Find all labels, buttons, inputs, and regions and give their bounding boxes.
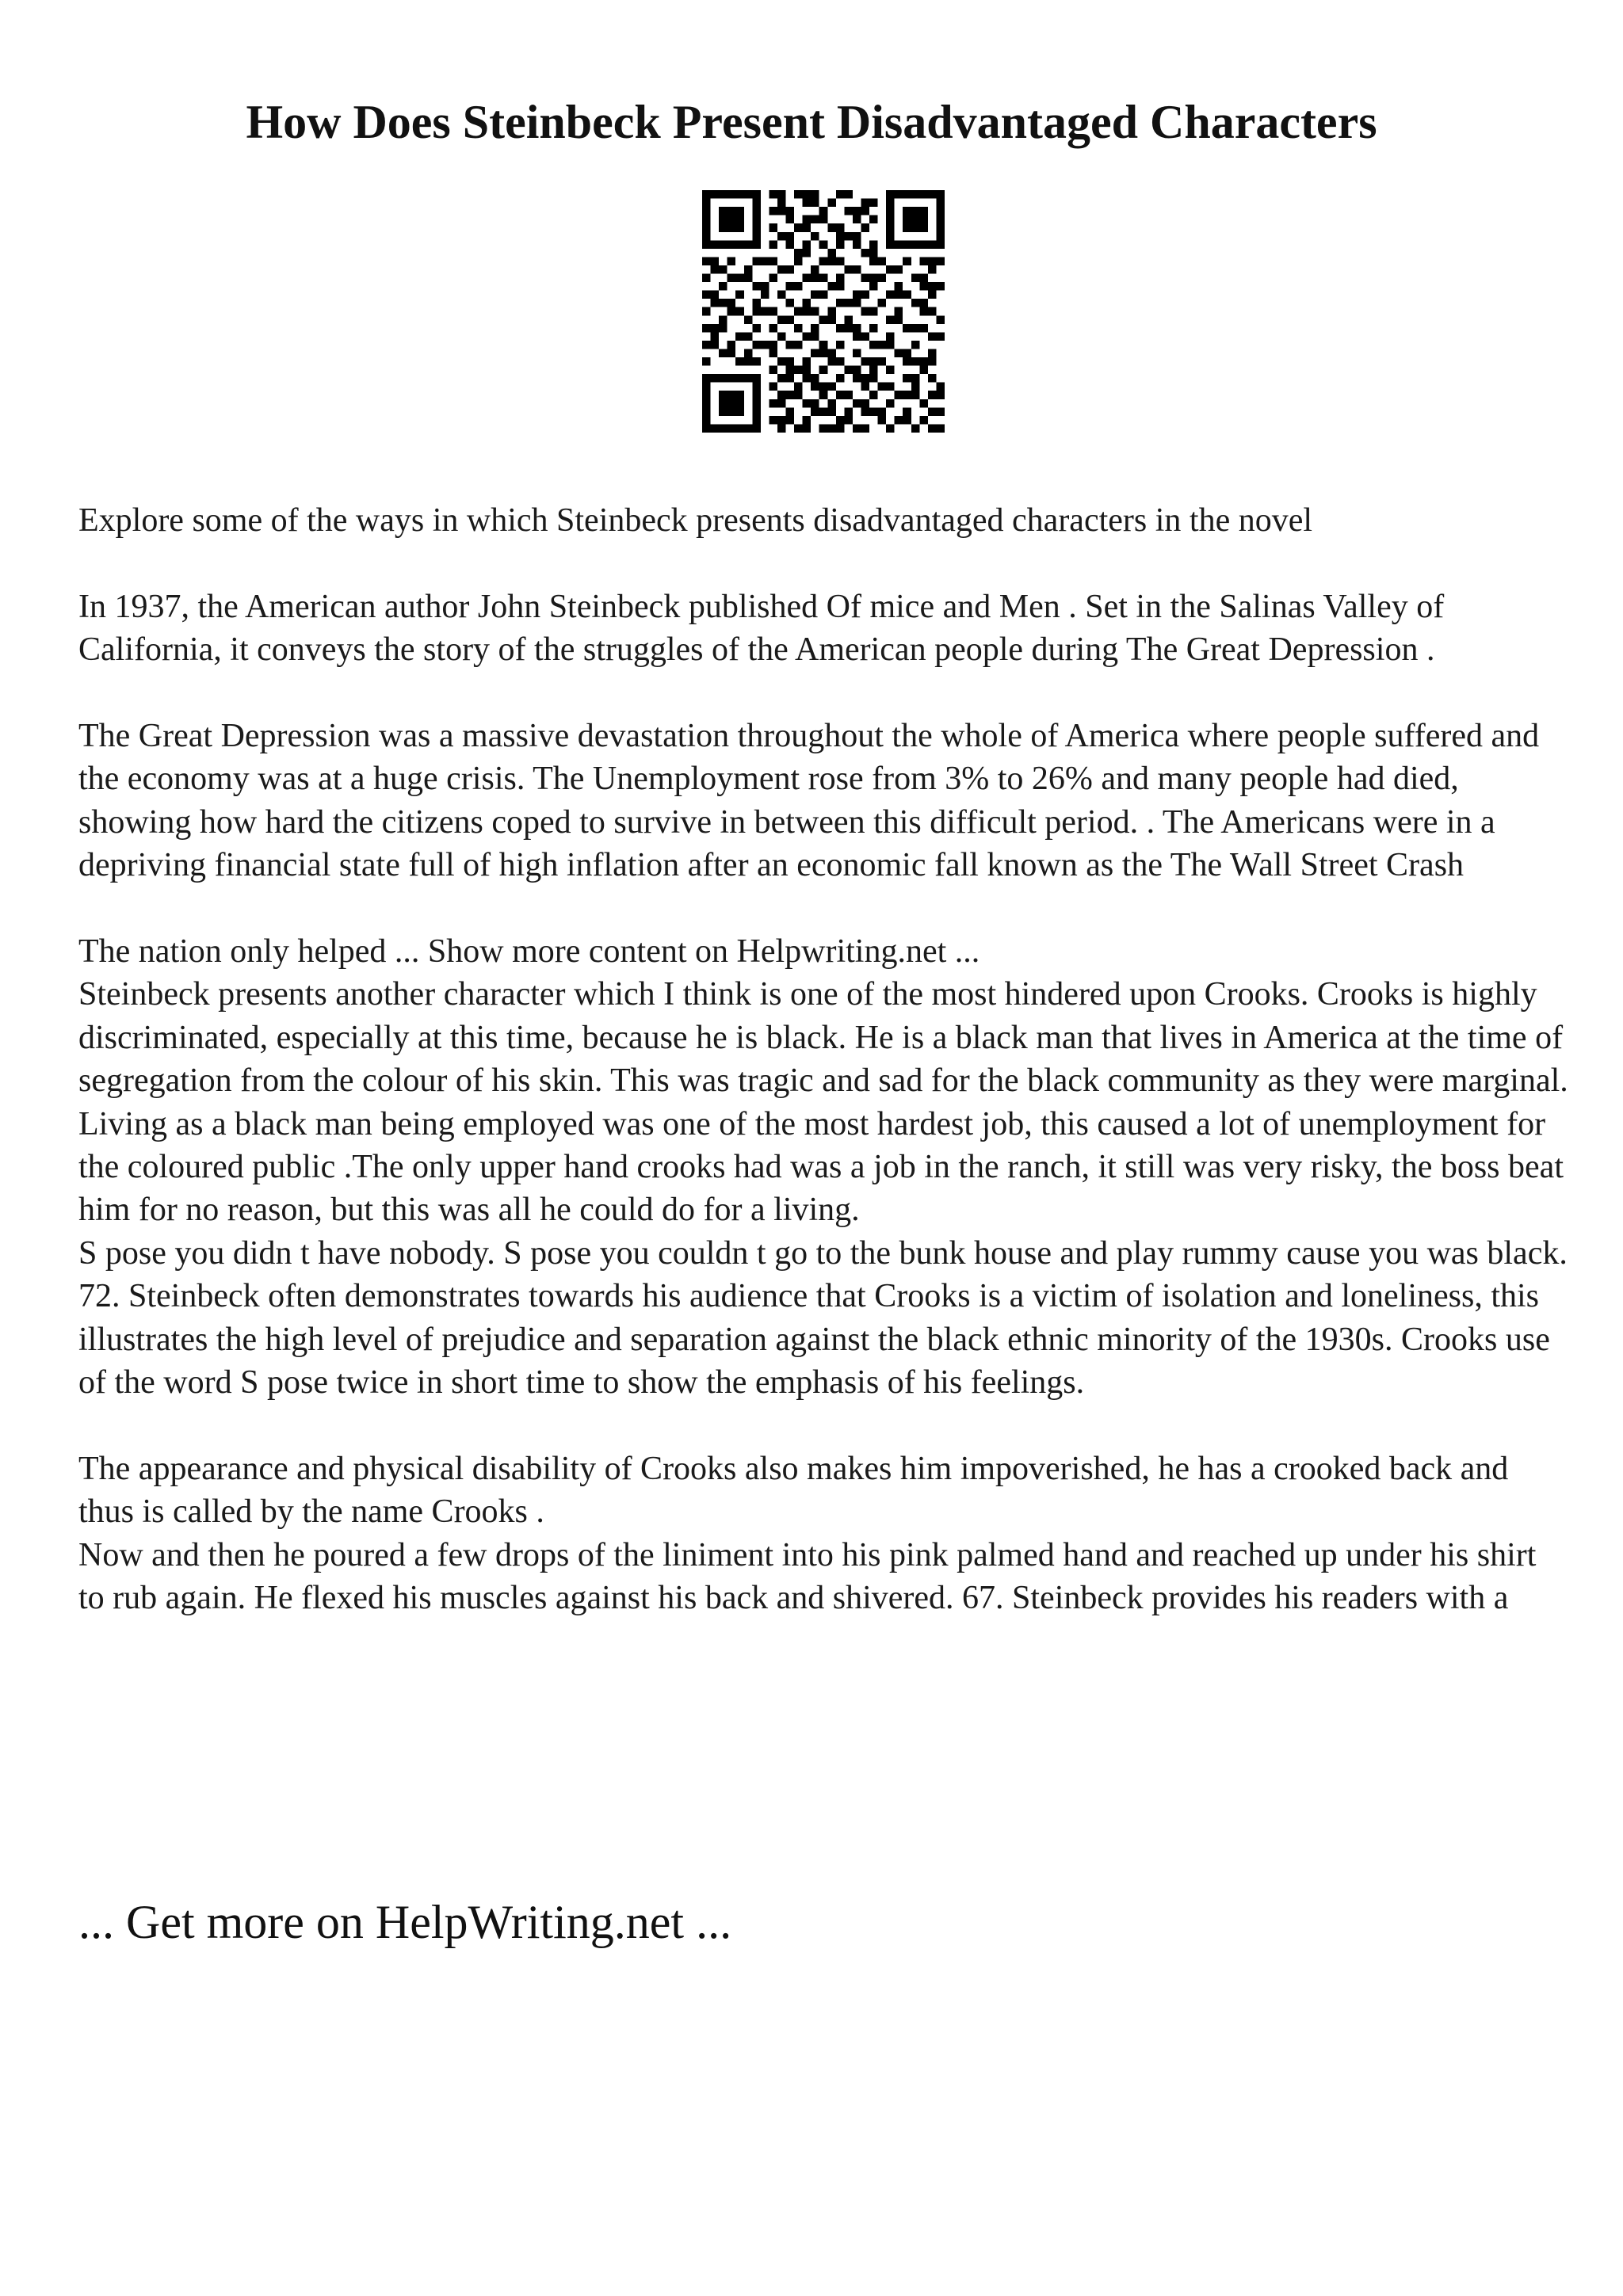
crooks-paragraph: Steinbeck presents another character which I think is one of the most hindered upon Crooks. Crooks is highly discriminated, especially at this time, because he is black. He is a black man that lives in America at the time of segregation from the colour of his skin. This was tragic and sad for the black community as they were marginal. Living as a black man being employed was one of the most hardest job, this caused a lot of unemployment for the coloured public .The only upper hand crooks had was a job in the ranch, it still was very risky, the boss beat him for no reason, but this was all he could do for a living. [78, 976, 1568, 1229]
page-title: How Does Steinbeck Present Disadvantaged Characters [246, 96, 1377, 148]
depression-paragraph: The Great Depression was a massive devastation throughout the whole of America where people suffered and the economy was at a huge crisis. The Unemployment rose from 3% to 26% and many people had died, showing how hard the citizens coped to survive in between this difficult period. . The Americans were in a depriving financial state full of high inflation after an economic fall known as the The Wall Street Crash [78, 718, 1540, 884]
liniment-paragraph: Now and then he poured a few drops of the liniment into his pink palmed hand and reached up under his shirt to rub again. He flexed his muscles against his back and shivered. 67. Steinbeck provides his readers with a [78, 1536, 1537, 1617]
context-paragraph: In 1937, the American author John Steinbeck published Of mice and Men . Set in the Salinas Valley of California, it conveys the story of the struggles of the American people during The Great Depression . [78, 588, 1445, 669]
article-body [78, 499, 1568, 1620]
qr-code-icon [702, 190, 945, 433]
intro-paragraph: Explore some of the ways in which Steinbeck presents disadvantaged characters in the novel [78, 502, 1313, 539]
get-more-link[interactable]: ... Get more on HelpWriting.net ... [78, 1896, 732, 1948]
quote-paragraph: S pose you didn t have nobody. S pose you couldn t go to the bunk house and play rummy cause you was black. 72. Steinbeck often demonstrates towards his audience that Crooks is a victim of isolation and loneliness, this illustrates the high level of prejudice and separation against the black ethnic minority of the 1930s. Crooks use of the word S pose twice in short time to show the emphasis of his feelings. [78, 1234, 1568, 1402]
appearance-paragraph: The appearance and physical disability of Crooks also makes him impoverished, he has a crooked back and thus is called by the name Crooks . [78, 1450, 1509, 1531]
show-more-line[interactable]: The nation only helped ... Show more content on Helpwriting.net ... [78, 933, 980, 971]
